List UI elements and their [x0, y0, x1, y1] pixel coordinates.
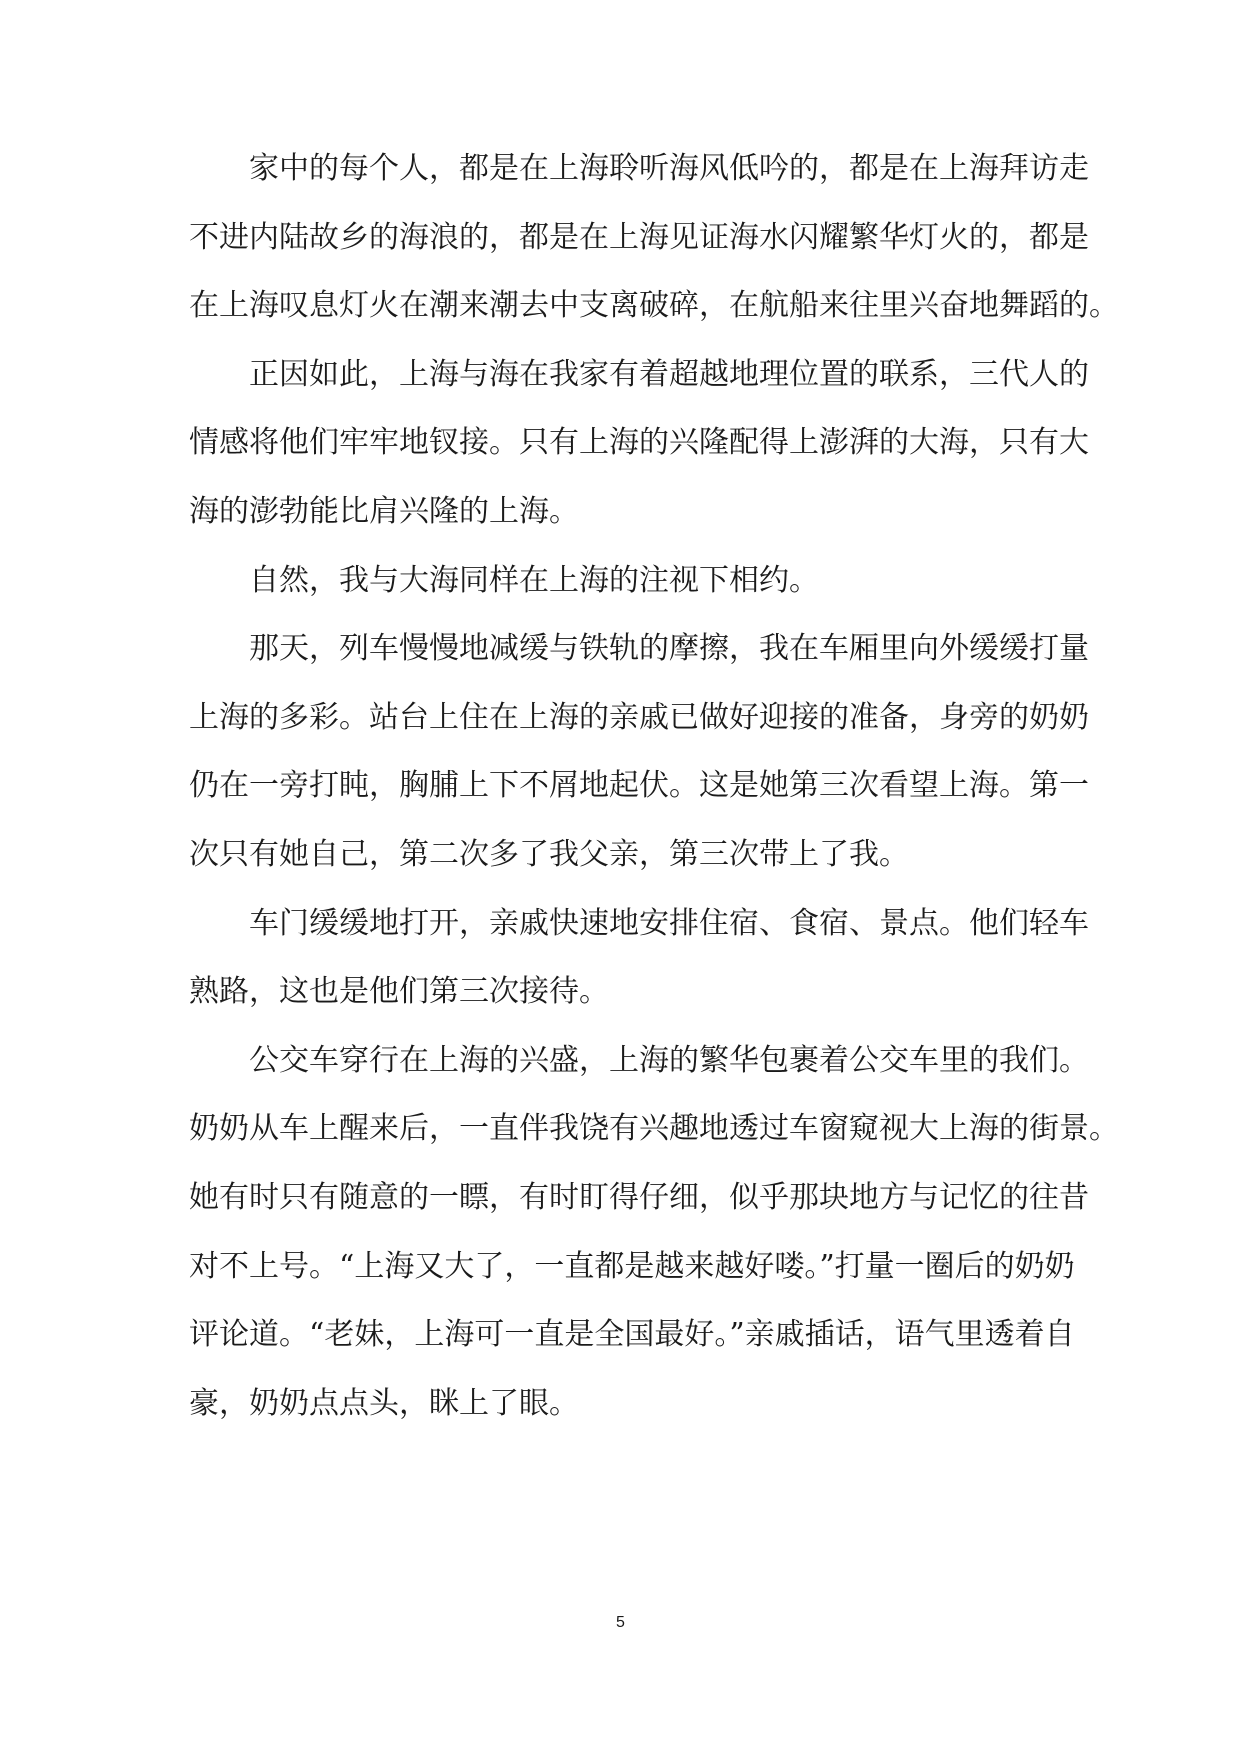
paragraph-1: [189, 148, 1119, 354]
text-line: 情感将他们牢牢地钗接。只有上海的兴隆配得上澎湃的大海，只有大: [189, 425, 1089, 461]
text-line: 在上海叹息灯火在潮来潮去中支离破碎，在航船来往里兴奋地舞蹈的。: [189, 288, 1119, 324]
paragraph-2: [189, 354, 1089, 560]
paragraph-6: [189, 1040, 1119, 1452]
paragraph-5: [189, 903, 1089, 1040]
text-line: 豪，奶奶点点头，眯上了眼。: [189, 1385, 579, 1421]
paragraph-4: [189, 628, 1089, 902]
text-line: 正因如此，上海与海在我家有着超越地理位置的联系，三代人的: [249, 356, 1089, 392]
text-line: 熟路，这也是他们第三次接待。: [189, 974, 609, 1010]
text-line: 不进内陆故乡的海浪的，都是在上海见证海水闪耀繁华灯火的，都是: [189, 219, 1089, 255]
text-line: 她有时只有随意的一瞟，有时盯得仔细，似乎那块地方与记忆的往昔: [189, 1179, 1089, 1215]
text-line: 那天，列车慢慢地减缓与铁轨的摩擦，我在车厢里向外缓缓打量: [249, 631, 1089, 667]
text-line: 评论道。“老妹，上海可一直是全国最好。”亲戚插话，语气里透着自: [189, 1317, 1075, 1353]
text-line: 公交车穿行在上海的兴盛，上海的繁华包裹着公交车里的我们。: [249, 1042, 1089, 1078]
text-line: 奶奶从车上醒来后，一直伴我饶有兴趣地透过车窗窥视大上海的街景。: [189, 1111, 1119, 1147]
text-line: 仍在一旁打盹，胸脯上下不屑地起伏。这是她第三次看望上海。第一: [189, 768, 1089, 804]
text-line: 车门缓缓地打开，亲戚快速地安排住宿、食宿、景点。他们轻车: [249, 905, 1089, 941]
text-line: 海的澎勃能比肩兴隆的上海。: [189, 493, 579, 529]
paragraph-3: [189, 560, 1069, 629]
text-line: 上海的多彩。站台上住在上海的亲戚已做好迎接的准备，身旁的奶奶: [189, 699, 1089, 735]
text-line: 自然，我与大海同样在上海的注视下相约。: [249, 562, 819, 598]
page-number: 5: [616, 1614, 625, 1631]
text-line: 对不上号。“上海又大了，一直都是越来越好喽。”打量一圈后的奶奶: [189, 1248, 1075, 1284]
body-text: [189, 148, 1119, 1451]
text-line: 次只有她自己，第二次多了我父亲，第三次带上了我。: [189, 836, 909, 872]
text-line: 家中的每个人，都是在上海聆听海风低吟的，都是在上海拜访走: [249, 151, 1089, 186]
